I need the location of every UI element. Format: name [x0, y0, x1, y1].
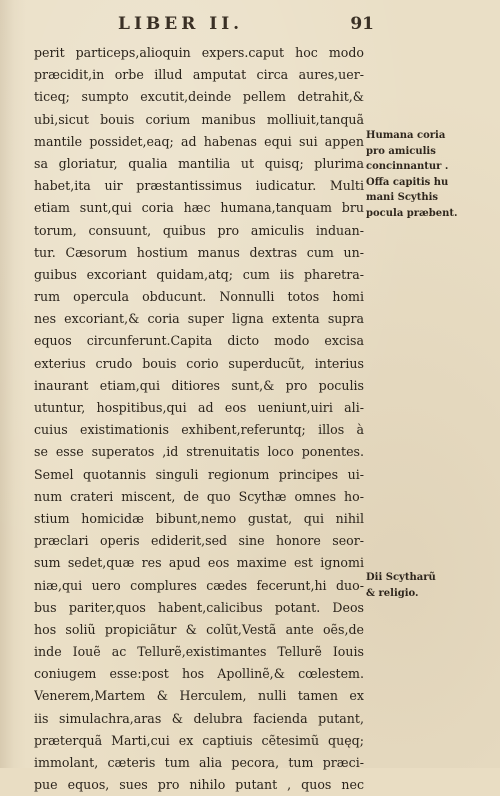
text-line: ticeq; sumpto excutit,deinde pellem detrahit,&	[34, 89, 364, 105]
text-line: habet,ita uir præstantissimus iudicatur. Multi	[34, 178, 364, 194]
marginal-note-human-skins	[366, 128, 492, 221]
text-line: præcidit,in orbe illud amputat circa aures,uer-	[34, 67, 364, 83]
text-line: ubi,sicut bouis corium manibus molliuit,tanquã	[34, 111, 364, 127]
text-line: torum, consuunt, quibus pro amiculis induan-	[34, 222, 364, 238]
text-line: guibus excoriant quidam,atq; cum iis pharetra-	[34, 266, 364, 282]
page-number: 91	[350, 14, 374, 34]
text-line: niæ,qui uero complures cædes fecerunt,hi duo-	[34, 577, 364, 593]
text-line: præclari operis ediderit,sed sine honore seor-	[34, 533, 364, 549]
marginal-note-line: pro amiculis	[366, 145, 436, 157]
text-line: se esse superatos ,id strenuitatis loco ponentes.	[34, 444, 364, 460]
text-line: stium homicidæ bibunt,nemo gustat, qui nihil	[34, 510, 364, 526]
text-line: mantile possidet,eaq; ad habenas equi sui appen	[34, 133, 364, 149]
text-line: coniugem esse:post hos Apollinẽ,& cœlestem.	[34, 666, 364, 682]
text-line: præterquã Marti,cui ex captiuis cẽtesimũ quęq;	[34, 732, 364, 748]
text-line: tur. Cæsorum hostium manus dextras cum un-	[34, 244, 364, 260]
main-text-column	[34, 42, 364, 796]
text-line: equos circunferunt.Capita dicto modo excisa	[34, 333, 364, 349]
text-line: pue equos, sues pro nihilo putant , quos nec	[34, 777, 364, 793]
text-line: num crateri miscent, de quo Scythæ omnes ho-	[34, 488, 364, 504]
marginal-note-line: Dii Scytharũ	[366, 572, 436, 583]
text-line: bus pariter,quos habent,calicibus potant. Deos	[34, 599, 364, 615]
text-line: rum opercula obducunt. Nonnulli totos homi	[34, 289, 364, 305]
marginal-note-line: Offa capitis hu	[366, 176, 449, 188]
text-line: immolant, cæteris tum alia pecora, tum præci-	[34, 755, 364, 770]
text-line: iis simulachra,aras & delubra facienda putant,	[34, 710, 364, 726]
marginal-note-line: concinnantur .	[366, 161, 449, 172]
text-line: inde Iouẽ ac Tellurẽ,existimantes Tellurẽ Iouis	[34, 644, 364, 660]
marginal-note-line: mani Scythis	[366, 192, 439, 203]
text-line: Venerem,Martem & Herculem, nulli tamen ex	[34, 688, 364, 704]
text-line: sum sedet,quæ res apud eos maxime est ignomi	[34, 555, 364, 571]
page-header	[118, 14, 374, 36]
text-line: sa gloriatur, qualia mantilia ut quisq; plurima	[34, 155, 364, 171]
text-line: inaurant etiam,qui ditiores sunt,& pro poculis	[34, 377, 364, 393]
text-line: exterius crudo bouis corio superducũt, interius	[34, 355, 364, 371]
running-title: LIBER II.	[118, 14, 244, 34]
text-line: nes excoriant,& coria super ligna extenta supra	[34, 311, 364, 327]
marginal-note-line: & religio.	[366, 587, 419, 599]
text-line: Semel quotannis singuli regionum principes ui-	[34, 466, 364, 482]
marginal-note-line: pocula præbent.	[366, 207, 458, 219]
text-line: hos soliũ propiciãtur & colũt,Vestã ante oẽs,de	[34, 621, 364, 637]
text-line: etiam sunt,qui coria hæc humana,tanquam bru	[34, 200, 364, 216]
marginal-note-line: Humana coria	[366, 130, 446, 141]
marginal-note-scythian-gods	[366, 570, 492, 601]
text-line: perit particeps,alioquin expers.caput hoc modo	[34, 45, 364, 60]
text-line: cuius existimationis exhibent,referuntq; illos à	[34, 422, 364, 438]
text-line: utuntur, hospitibus,qui ad eos ueniunt,uiri ali-	[34, 400, 364, 415]
